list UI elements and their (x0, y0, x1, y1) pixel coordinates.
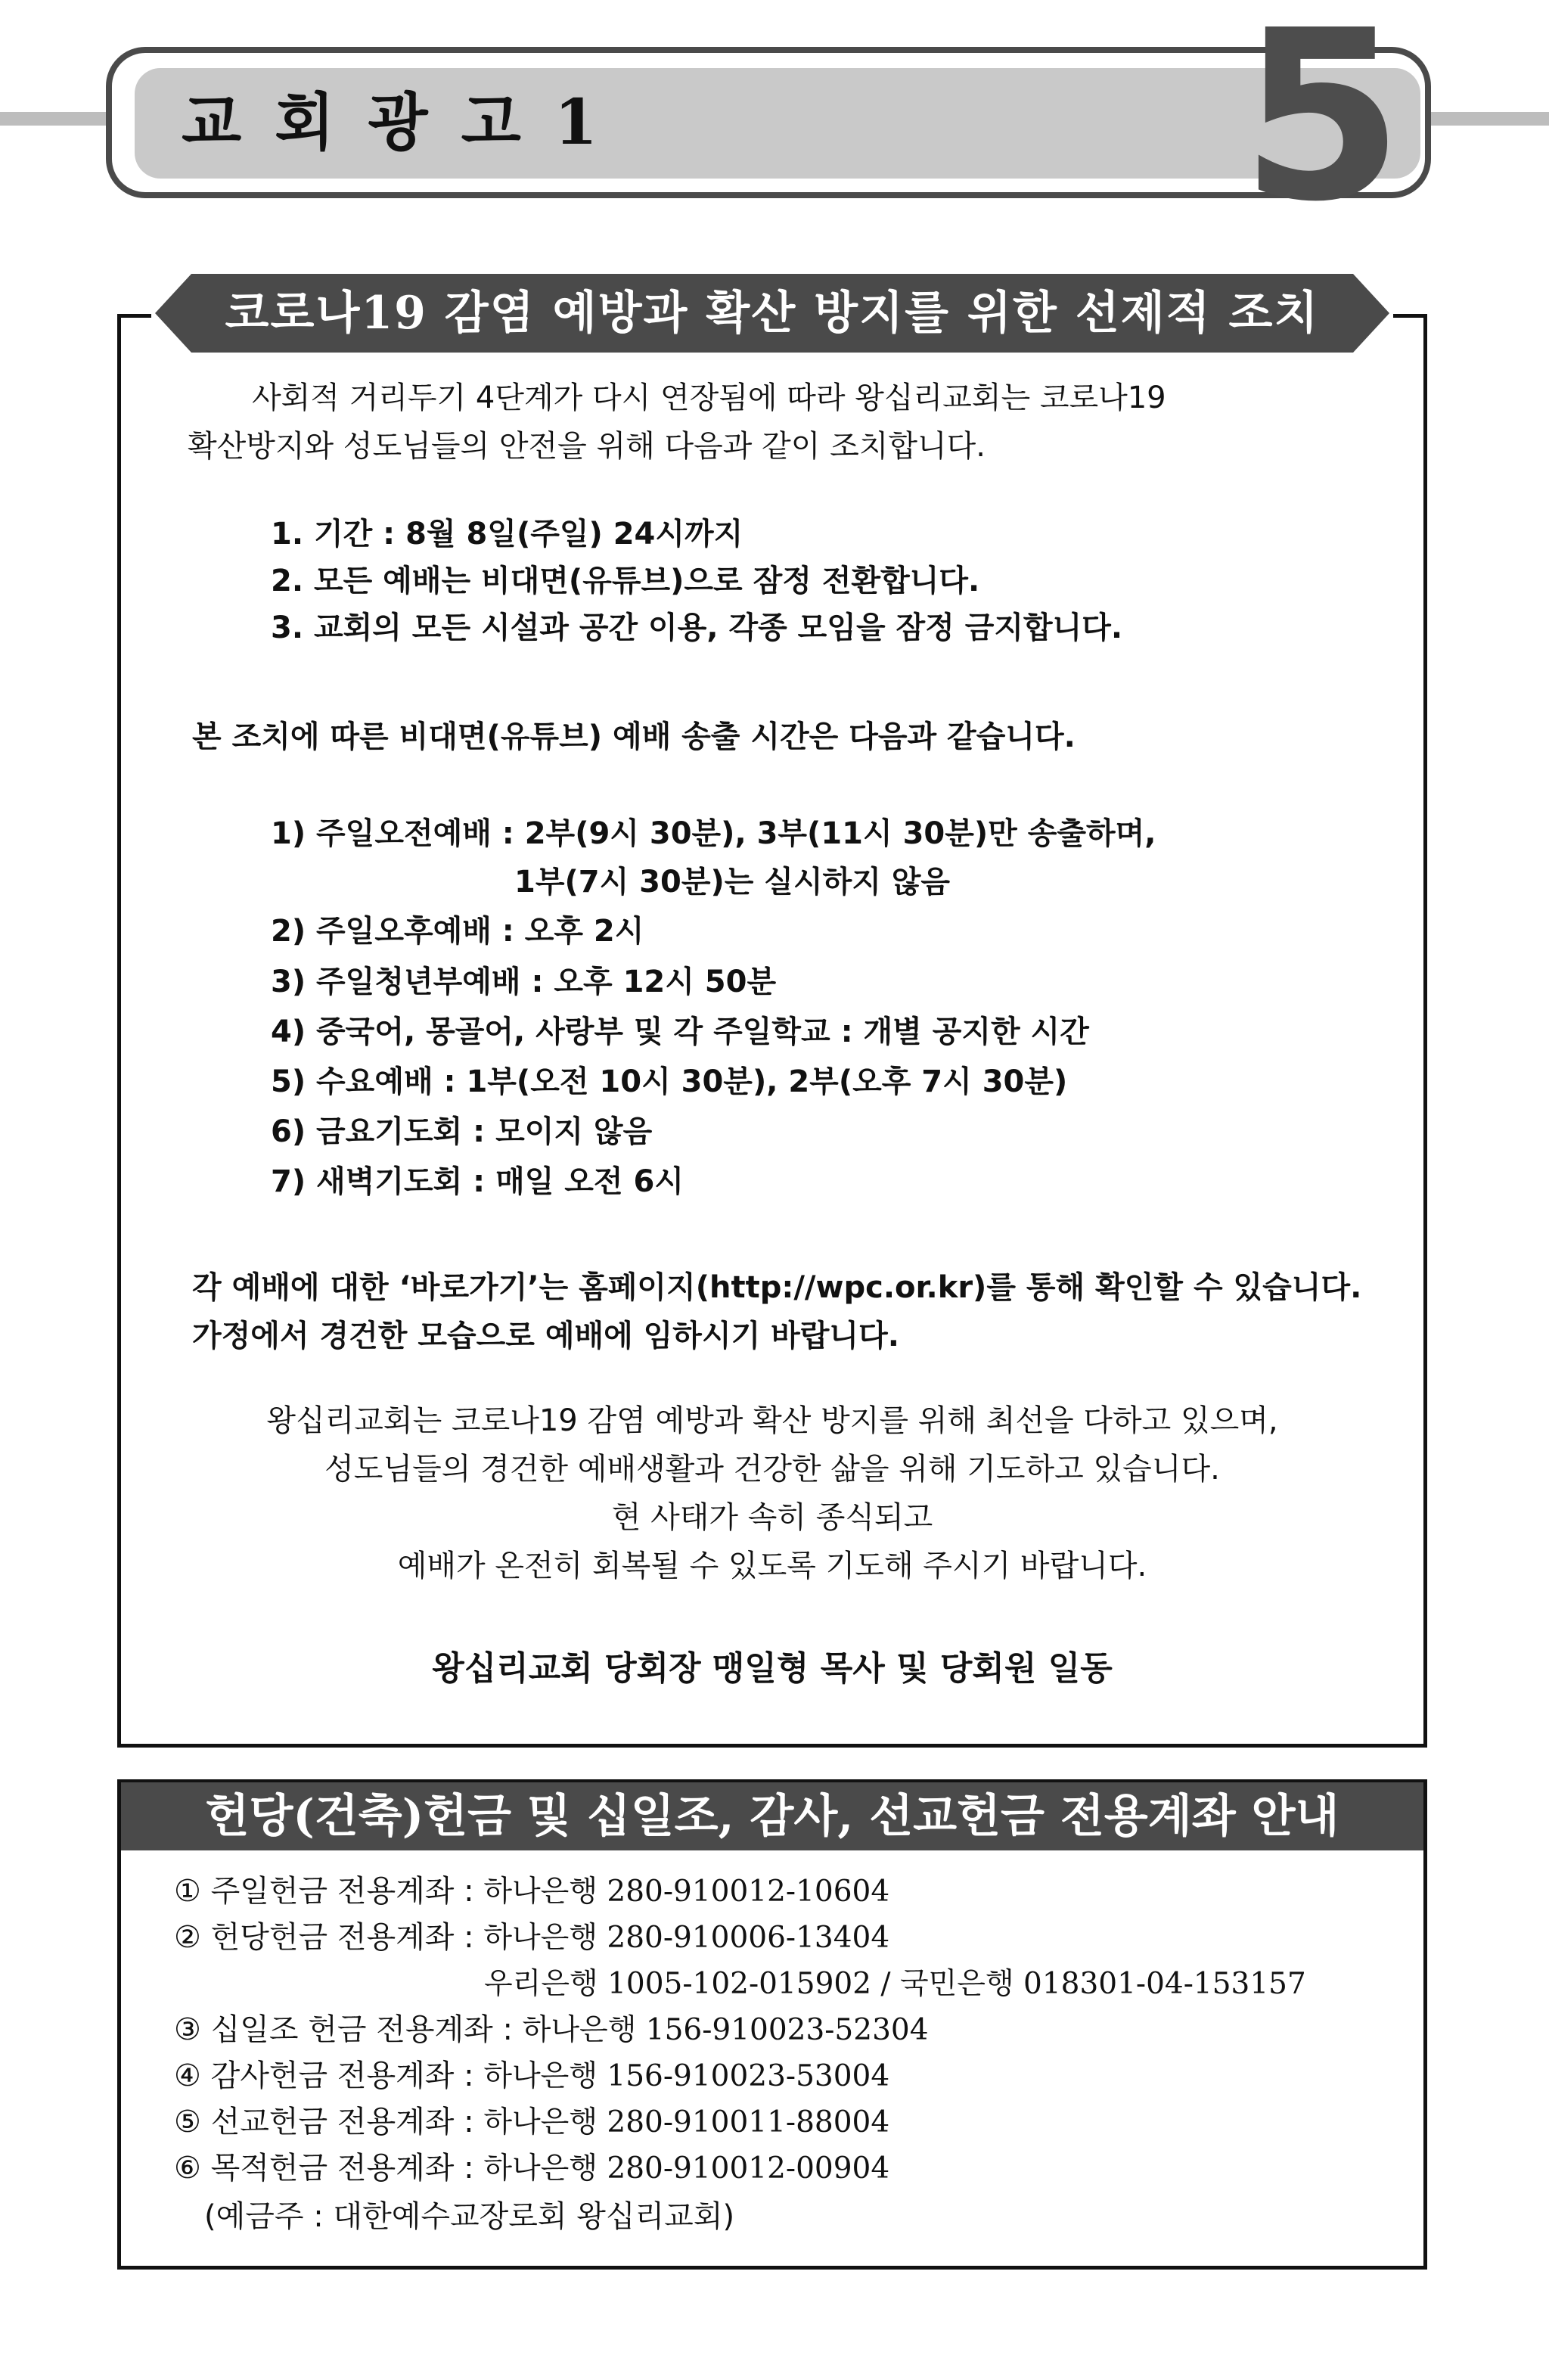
account-row: ① 주일헌금 전용계좌 : 하나은행 280-910012-10604 (174, 1869, 889, 1915)
account-row: ② 헌당헌금 전용계좌 : 하나은행 280-910006-13404 (174, 1915, 889, 1961)
measure-item: 3. 교회의 모든 시설과 공간 이용, 각종 모임을 잠정 금지합니다. (271, 611, 1123, 645)
schedule-item: 7) 새벽기도회 : 매일 오전 6시 (271, 1164, 684, 1199)
schedule-item: 3) 주일청년부예배 : 오후 12시 50분 (271, 965, 777, 999)
notice-banner-title: 코로나19 감염 예방과 확산 방지를 위한 선제적 조치 (225, 287, 1320, 340)
account-number: 하나은행 280-910006-13404 (483, 1921, 890, 1955)
account-holder: (예금주 : 대한예수교장로회 왕십리교회) (204, 2199, 735, 2234)
account-label: ② 헌당헌금 전용계좌 (174, 1920, 455, 1955)
account-label: ⑤ 선교헌금 전용계좌 (174, 2105, 455, 2139)
accounts-banner-title: 헌당(건축)헌금 및 십일조, 감사, 선교헌금 전용계좌 안내 (121, 1782, 1423, 1850)
schedule-item: 1) 주일오전예배 : 2부(9시 30분), 3부(11시 30분)만 송출하며, (271, 816, 1156, 851)
account-row: ③ 십일조 헌금 전용계좌 : 하나은행 156-910023-52304 (174, 2007, 929, 2053)
notice-intro-line2: 확산방지와 성도님들의 안전을 위해 다음과 같이 조치합니다. (188, 429, 986, 464)
account-label: ③ 십일조 헌금 전용계좌 (174, 2012, 493, 2047)
closing-line: 성도님들의 경건한 예배생활과 건강한 삶을 위해 기도하고 있습니다. (324, 1452, 1220, 1487)
account-label: ① 주일헌금 전용계좌 (174, 1874, 455, 1909)
account-number: 하나은행 280-910011-88004 (483, 2105, 890, 2139)
notice-intro-line1: 사회적 거리두기 4단계가 다시 연장됨에 따라 왕십리교회는 코로나19 (252, 381, 1166, 415)
notice-signature: 왕십리교회 당회장 맹일형 목사 및 당회원 일동 (432, 1649, 1113, 1688)
schedule-item-continued: 1부(7시 30분)는 실시하지 않음 (514, 865, 951, 899)
measure-item: 2. 모든 예배는 비대면(유튜브)으로 잠정 전환합니다. (271, 564, 980, 598)
notice-box-top-left (117, 314, 151, 318)
schedule-item: 4) 중국어, 몽골어, 사랑부 및 각 주일학교 : 개별 공지한 시간 (271, 1014, 1089, 1049)
schedule-item: 2) 주일오후예배 : 오후 2시 (271, 914, 644, 949)
schedule-item: 5) 수요예배 : 1부(오전 10시 30분), 2부(오후 7시 30분) (271, 1064, 1068, 1099)
account-number: 하나은행 156-910023-53004 (483, 2059, 890, 2093)
measure-item: 1. 기간 : 8월 8일(주일) 24시까지 (271, 517, 743, 552)
schedule-heading: 본 조치에 따른 비대면(유튜브) 예배 송출 시간은 다음과 같습니다. (192, 719, 1076, 754)
account-number: 우리은행 1005-102-015902 / 국민은행 018301-04-153157 (484, 1967, 1306, 2001)
account-row: ⑤ 선교헌금 전용계좌 : 하나은행 280-910011-88004 (174, 2099, 889, 2145)
account-row: ⑥ 목적헌금 전용계좌 : 하나은행 280-910012-00904 (174, 2145, 889, 2192)
account-number: 하나은행 280-910012-10604 (483, 1875, 890, 1909)
closing-line: 왕십리교회는 코로나19 감염 예방과 확산 방지를 위해 최선을 다하고 있으며, (266, 1403, 1278, 1438)
homepage-link-note: 각 예배에 대한 ‘바로가기’는 홈페이지(http://wpc.or.kr)를 통해 확인할 수 있습니다. (192, 1270, 1362, 1305)
account-number: 하나은행 280-910012-00904 (483, 2152, 890, 2186)
account-row: ④ 감사헌금 전용계좌 : 하나은행 156-910023-53004 (174, 2053, 889, 2099)
closing-line: 예배가 온전히 회복될 수 있도록 기도해 주시기 바랍니다. (397, 1549, 1147, 1583)
home-worship-note: 가정에서 경건한 모습으로 예배에 임하시기 바랍니다. (192, 1319, 899, 1353)
notice-box-top-right (1393, 314, 1427, 318)
page-title: 교회광고1 (182, 86, 631, 159)
closing-line: 현 사태가 속히 종식되고 (611, 1500, 933, 1535)
account-label: ④ 감사헌금 전용계좌 (174, 2058, 455, 2093)
page-number: 5 (1240, 0, 1404, 253)
account-number: 하나은행 156-910023-52304 (522, 2013, 929, 2047)
schedule-item: 6) 금요기도회 : 모이지 않음 (271, 1114, 653, 1149)
account-row-continued (484, 1961, 1306, 2007)
account-label: ⑥ 목적헌금 전용계좌 (174, 2151, 455, 2186)
